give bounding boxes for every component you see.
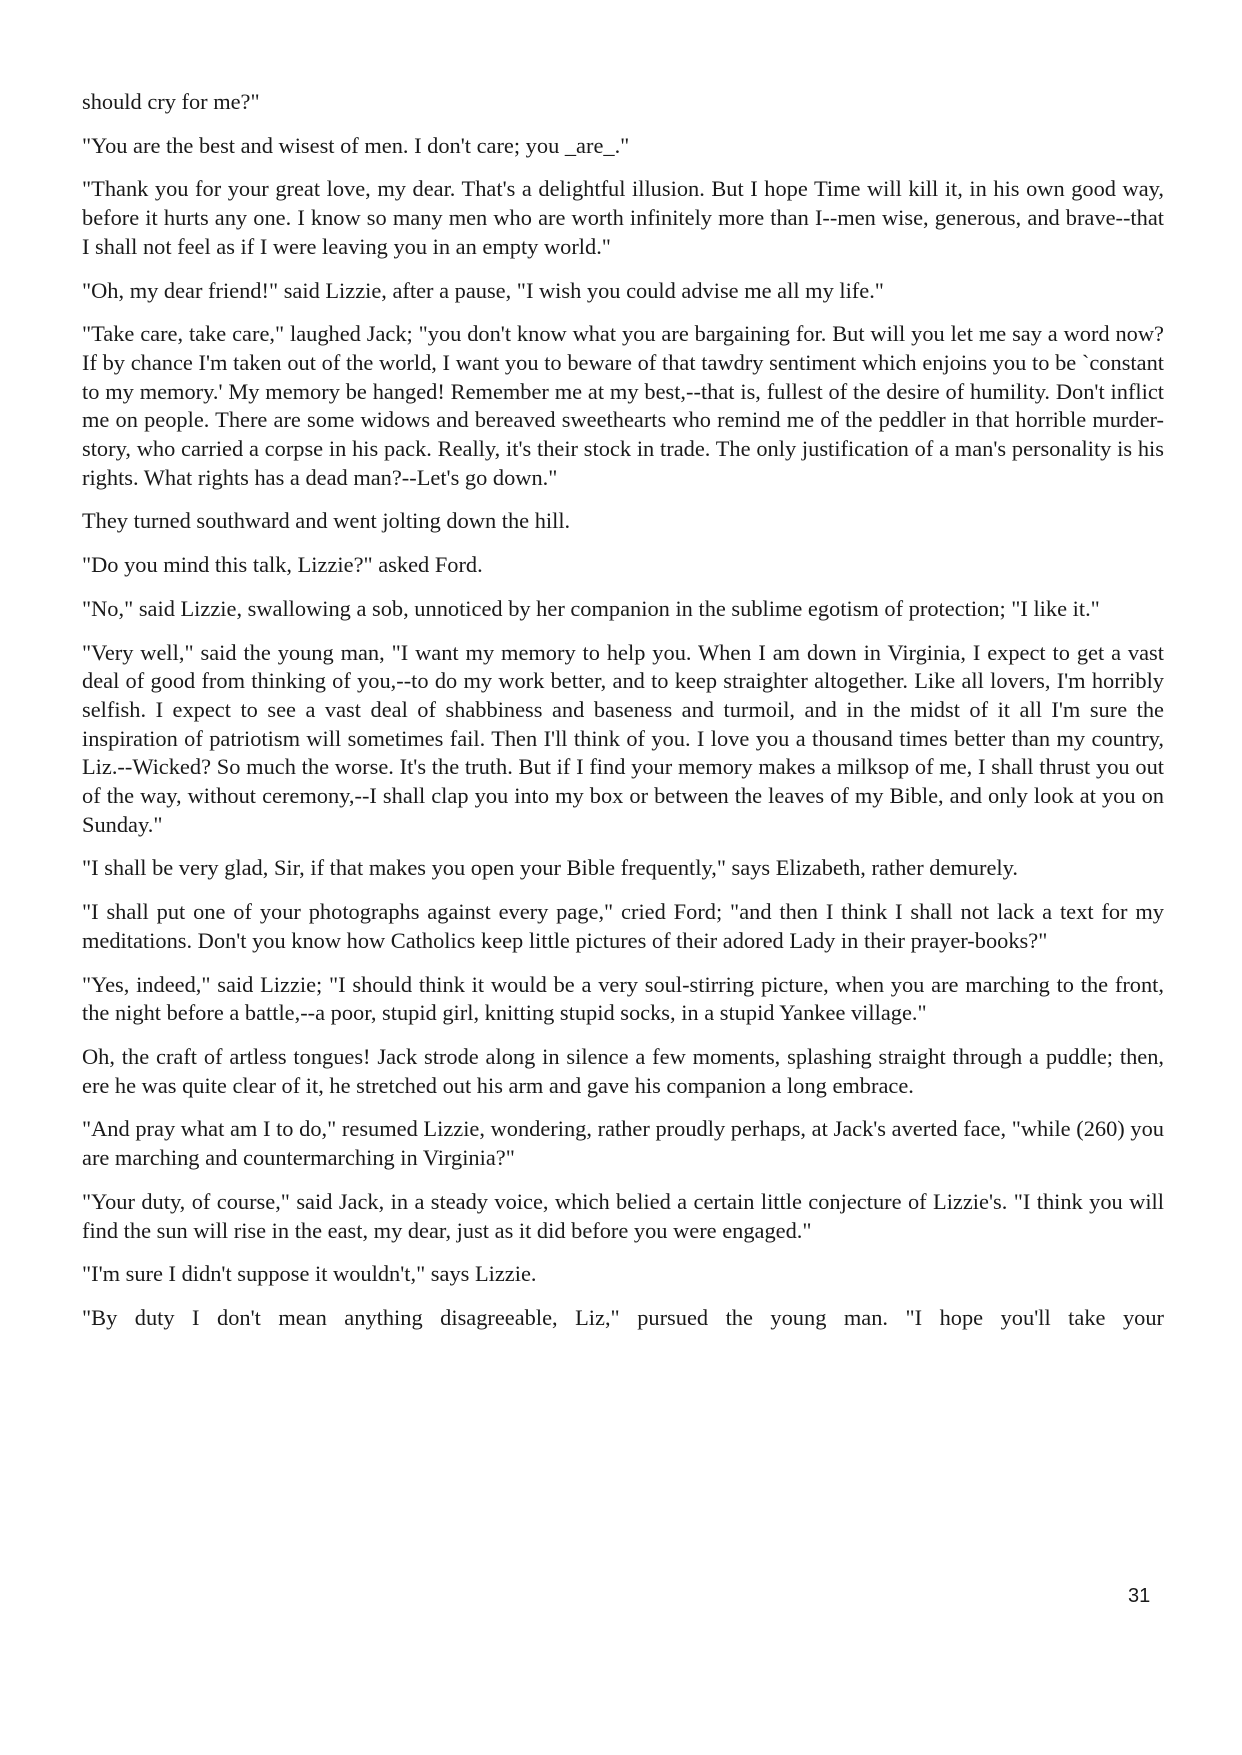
paragraph: "Your duty, of course," said Jack, in a steady voice, which belied a certain little conjecture of Lizzie's. "I think you will find the sun will rise in the east, my dear, just as it did before you were engaged."	[82, 1188, 1164, 1243]
page-body	[82, 88, 1164, 1348]
page-number: 31	[1128, 1585, 1151, 1607]
paragraph: "I'm sure I didn't suppose it wouldn't," says Lizzie.	[82, 1261, 537, 1287]
paragraph: "Do you mind this talk, Lizzie?" asked Ford.	[82, 552, 483, 578]
paragraph: "Yes, indeed," said Lizzie; "I should think it would be a very soul-stirring picture, when you are marching to the front, the night before a battle,--a poor, stupid girl, knitting stupid socks, in a stupid Yankee village."	[82, 971, 1164, 1026]
paragraph: Oh, the craft of artless tongues! Jack strode along in silence a few moments, splashing straight through a puddle; then, ere he was quite clear of it, he stretched out his arm and gave his companion a long embrace.	[82, 1043, 1164, 1098]
paragraph: "Take care, take care," laughed Jack; "you don't know what you are bargaining for. But will you let me say a word now? If by chance I'm taken out of the world, I want you to beware of that tawdry sentiment which enjoins you to be `constant to my memory.' My memory be hanged! Remember me at my best,--that is, fullest of the desire of humility. Don't inflict me on people. There are some widows and bereaved sweethearts who remind me of the peddler in that horrible murder-story, who carried a corpse in his pack. Really, it's their stock in trade. The only justification of a man's personality is his rights. What rights has a dead man?--Let's go down."	[82, 321, 1164, 490]
paragraph: "No," said Lizzie, swallowing a sob, unnoticed by her companion in the sublime egotism of protection; "I like it."	[82, 595, 1100, 621]
paragraph: "I shall put one of your photographs against every page," cried Ford; "and then I think I shall not lack a text for my meditations. Don't you know how Catholics keep little pictures of their adored Lady in their prayer-books?"	[82, 899, 1164, 953]
paragraph: should cry for me?"	[82, 89, 260, 114]
paragraph: "And pray what am I to do," resumed Lizzie, wondering, rather proudly perhaps, at Jack's averted face, "while (260) you are marching and countermarching in Virginia?"	[82, 1116, 1164, 1171]
paragraph: "Oh, my dear friend!" said Lizzie, after a pause, "I wish you could advise me all my life."	[82, 277, 884, 303]
paragraph: "Thank you for your great love, my dear. That's a delightful illusion. But I hope Time will kill it, in his own good way, before it hurts any one. I know so many men who are worth infinitely more than I--men wise, generous, and brave--that I shall not feel as if I were leaving you in an empty world."	[82, 176, 1164, 259]
paragraph: "Very well," said the young man, "I want my memory to help you. When I am down in Virginia, I expect to get a vast deal of good from thinking of you,--to do my work better, and to keep straighter altogether. Like all lovers, I'm horribly selfish. I expect to see a vast deal of shabbiness and baseness and turmoil, and in the midst of it all I'm sure the inspiration of patriotism will sometimes fail. Then I'll think of you. I love you a thousand times better than my country, Liz.--Wicked? So much the worse. It's the truth. But if I find your memory makes a milksop of me, I shall thrust you out of the way, without ceremony,--I shall clap you into my box or between the leaves of my Bible, and only look at you on Sunday."	[82, 639, 1164, 837]
paragraph: They turned southward and went jolting down the hill.	[82, 508, 571, 534]
paragraph-continued: "By duty I don't mean anything disagreeable, Liz," pursued the young man. "I hope you'll take your	[82, 1304, 1164, 1330]
paragraph: "You are the best and wisest of men. I don't care; you _are_."	[82, 132, 630, 158]
paragraph: "I shall be very glad, Sir, if that makes you open your Bible frequently," says Elizabeth, rather demurely.	[82, 855, 1018, 881]
